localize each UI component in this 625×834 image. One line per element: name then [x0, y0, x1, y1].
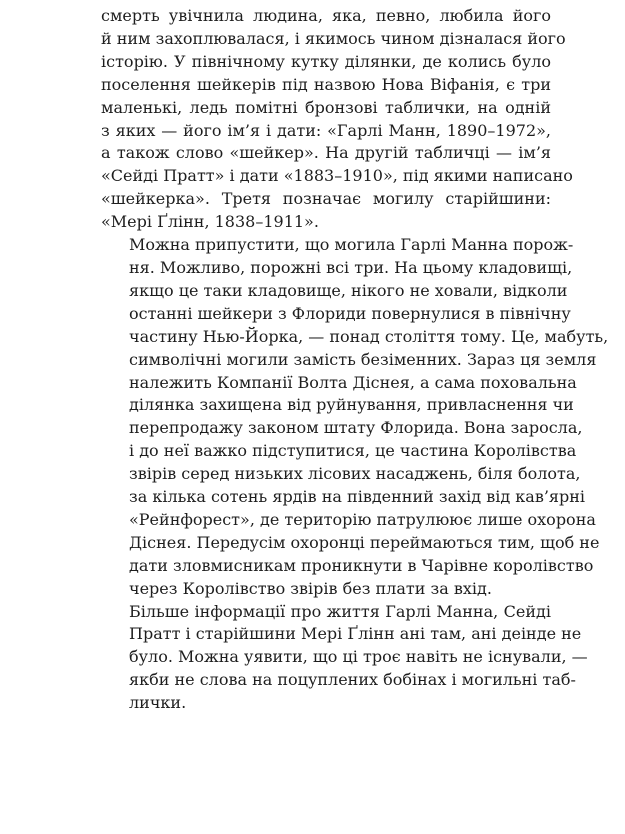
text-line: Діснея. Передусім охоронці переймаються тим, щоб не [129, 532, 600, 552]
text-line: «Мері Ґлінн, 1838–1911». [101, 212, 319, 232]
paragraph-1 [101, 5, 573, 234]
text-line: дати зловмисникам проникнути в Чарівне королівство [129, 555, 594, 575]
text-line: за кілька сотень ярдів на південний захід від кав’ярні [129, 487, 586, 507]
text-line: «шейкерка». Третя позначає могилу старійшини: [101, 189, 551, 209]
text-line: історію. У північному кутку ділянки, де колись було [101, 51, 551, 71]
text-line: частину Нью-Йорка, — понад століття тому. Це, мабуть, [129, 326, 609, 346]
text-line: поселення шейкерів під назвою Нова Віфанія, є три [101, 74, 551, 94]
text-line: й ним захоплювалася, і якимось чином дізналася його [101, 28, 566, 48]
text-line: останні шейкери з Флориди повернулися в північну [129, 303, 571, 323]
text-line: «Сейді Пратт» і дати «1883–1910», під якими написано [101, 166, 573, 186]
text-line: через Королівство звірів без плати за вхід. [129, 578, 492, 598]
text-line: Можна припустити, що могила Гарлі Манна порож- [129, 235, 574, 255]
page-body [101, 5, 609, 715]
text-line: а також слово «шейкер». На другій табличці — ім’я [101, 143, 551, 163]
text-line: Більше інформації про життя Гарлі Манна, Сейді [129, 601, 551, 621]
text-line: маленькі, ледь помітні бронзові таблички, на одній [101, 97, 551, 117]
text-line: Пратт і старійшини Мері Ґлінн ані там, ані деінде не [129, 624, 582, 644]
text-line: було. Можна уявити, що ці троє навіть не існували, — [129, 647, 588, 667]
text-line: якщо це таки кладовище, нікого не ховали, відколи [129, 280, 568, 300]
paragraph-2 [101, 234, 609, 601]
paragraph-3 [101, 601, 588, 716]
text-line: з яких — його ім’я і дати: «Гарлі Манн, 1890–1972», [101, 120, 551, 140]
text-line: належить Компанії Волта Діснея, а сама поховальна [129, 372, 577, 392]
text-line: символічні могили замість безіменних. Зараз ця земля [129, 349, 597, 369]
text-line: звірів серед низьких лісових насаджень, біля болота, [129, 464, 581, 484]
text-line: і до неї важко підступитися, це частина Королівства [129, 441, 577, 461]
text-line: смерть увічнила людина, яка, певно, любила його [101, 6, 551, 25]
text-line: ня. Можливо, порожні всі три. На цьому кладовищі, [129, 257, 573, 277]
text-line: якби не слова на поцуплених бобінах і могильні таб- [129, 670, 576, 690]
text-line: «Рейнфорест», де територію патрулюює лише охорона [129, 509, 596, 529]
text-line: перепродажу законом штату Флорида. Вона заросла, [129, 418, 583, 438]
text-line: ділянка захищена від руйнування, привласнення чи [129, 395, 574, 415]
text-line: лички. [129, 693, 187, 713]
